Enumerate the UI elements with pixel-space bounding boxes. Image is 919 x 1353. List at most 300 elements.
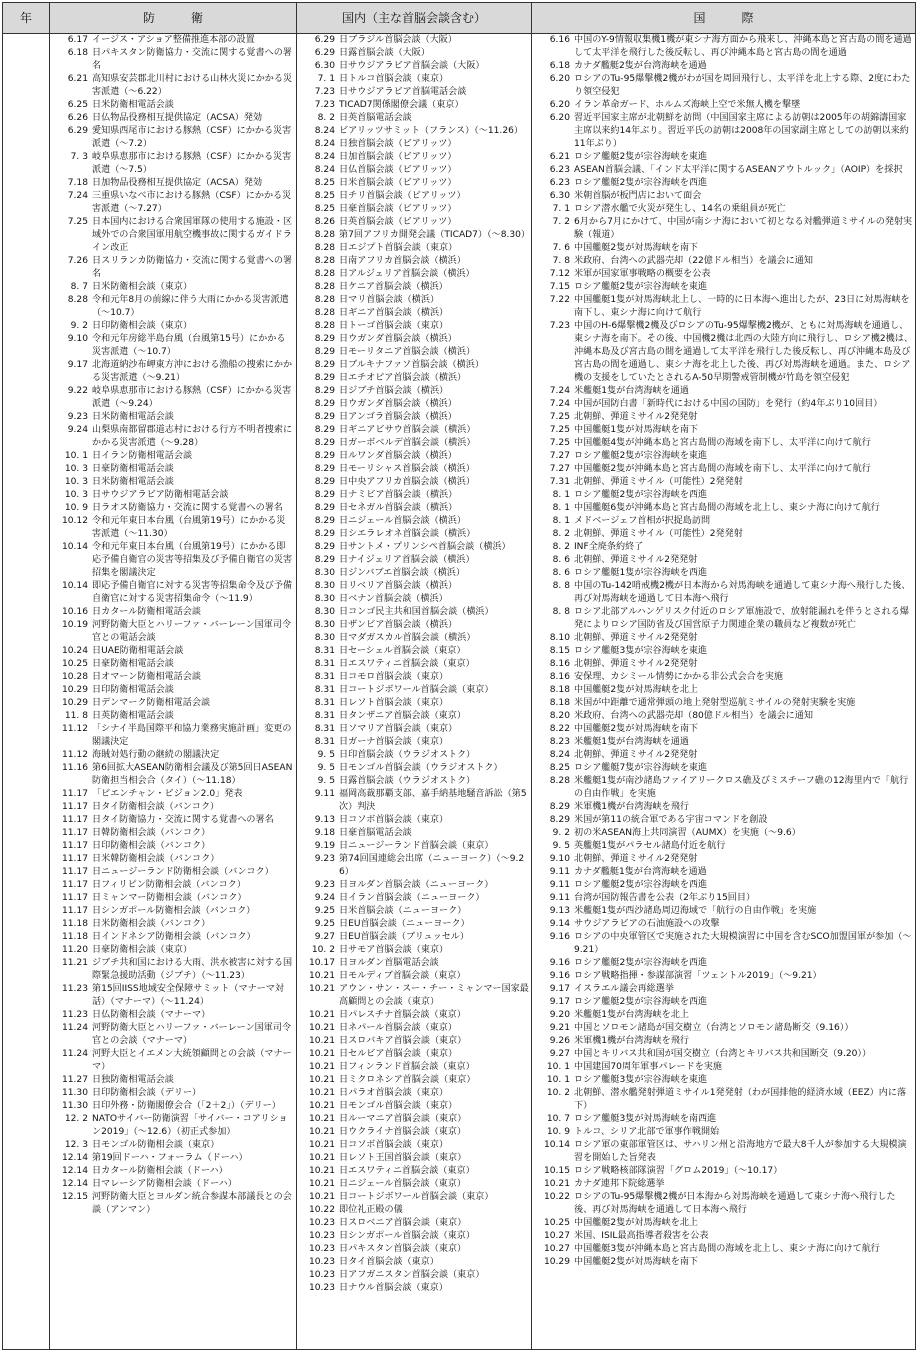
entry-date: 9.18 <box>314 828 335 838</box>
entry-text: 米朝首脳が板門店において面会 <box>574 191 702 201</box>
entry-text: 日タイ防衛協力・交流に関する覚書への署名 <box>92 815 274 825</box>
domestic-entry <box>297 47 531 60</box>
entry-date: 11.17 <box>61 880 88 890</box>
entry-date: 10.21 <box>308 1010 335 1020</box>
entry-text: 北朝鮮、弾道ミサイル2発発射 <box>574 750 698 760</box>
entry-date: 9.27 <box>314 932 335 942</box>
entry-date: 10.23 <box>308 1283 335 1293</box>
entry-text: カナダ連邦下院総選挙 <box>574 1179 665 1189</box>
entry-date: 7.27 <box>549 451 570 461</box>
international-entry <box>532 398 915 411</box>
entry-text: ロシア艦艇2隻が宗谷海峡を東進 <box>574 451 708 461</box>
domestic-entry <box>297 463 531 476</box>
entry-text: ロシア艦艇3隻が宗谷海峡を東進 <box>574 1075 708 1085</box>
domestic-entry <box>297 1178 531 1191</box>
entry-text: 日ナウル首脳会談（東京） <box>339 1283 448 1293</box>
entry-text: 米艦艇1隻が台湾海峡を北上 <box>574 1010 689 1020</box>
entry-date: 10.21 <box>308 971 335 981</box>
entry-text: 日ルワンダ首脳会談（横浜） <box>339 451 457 461</box>
entry-text: 日ウガンダ首脳会談（横浜） <box>339 399 457 409</box>
entry-text: 日エジプト首脳会談（東京） <box>339 243 458 253</box>
entry-date: 8.31 <box>314 672 335 682</box>
entry-date: 11.30 <box>61 1088 88 1098</box>
domestic-entry <box>297 1009 531 1022</box>
entry-date: 9.24 <box>67 425 88 435</box>
entry-text: 日米首脳会談（ビアリッツ） <box>339 178 457 188</box>
entry-text: 日タイ首脳会談（東京） <box>339 1257 439 1267</box>
table-header <box>3 3 915 34</box>
entry-text: 日コートジボワール首脳会談（東京） <box>339 1192 494 1202</box>
entry-date: 10.21 <box>308 1153 335 1163</box>
entry-date: 10.21 <box>308 1088 335 1098</box>
entry-date: 10.16 <box>61 607 88 617</box>
entry-text: ロシア艦艇1隻が宗谷海峡を西進 <box>574 568 708 578</box>
entry-date: 8.29 <box>549 815 570 825</box>
entry-date: 9.10 <box>67 334 88 344</box>
domestic-entry <box>297 86 531 99</box>
international-column <box>532 34 915 1349</box>
entry-date: 8.28 <box>314 243 335 253</box>
entry-text: 日モルディブ首脳会談（東京） <box>339 971 466 981</box>
international-entry <box>532 1191 915 1217</box>
domestic-entry <box>297 255 531 268</box>
entry-text: 中国艦艇2隻が沖縄本島と宮古島間の海域を南下し、太平洋に向けて航行 <box>574 464 871 474</box>
defense-entry <box>50 1022 296 1048</box>
domestic-entry <box>297 1087 531 1100</box>
entry-text: 米政府、台湾への武器売却（22億ドル相当）を議会に通知 <box>574 256 813 266</box>
entry-date: 7. 6 <box>552 243 570 253</box>
entry-date: 6.20 <box>549 100 570 110</box>
defense-entry <box>50 710 296 723</box>
entry-date: 8.29 <box>314 503 335 513</box>
entry-text: 中国とキリバス共和国が国交樹立（台湾とキリバス共和国断交（9.20）） <box>574 1049 872 1059</box>
entry-date: 6.29 <box>314 48 335 58</box>
international-entry <box>532 515 915 528</box>
entry-text: ロシア戦略指揮・参謀部演習「ツェントル2019」（～9.21） <box>574 971 822 981</box>
entry-date: 8.30 <box>314 607 335 617</box>
entry-date: 7.23 <box>314 87 335 97</box>
domestic-entry <box>297 1256 531 1269</box>
defense-entry <box>50 294 296 320</box>
entry-date: 9.20 <box>549 1010 570 1020</box>
defense-entry <box>50 944 296 957</box>
defense-entry <box>50 658 296 671</box>
defense-entry <box>50 1087 296 1100</box>
entry-text: 6月から7月にかけて、中国が南シナ海において初となる対艦弾道ミサイルの発射実験（報道） <box>574 217 913 240</box>
entry-date: 7.31 <box>549 477 570 487</box>
entry-date: 6.21 <box>549 152 570 162</box>
international-entry <box>532 866 915 879</box>
international-entry <box>532 164 915 177</box>
defense-entry <box>50 463 296 476</box>
international-entry <box>532 1230 915 1243</box>
entry-text: 日イラン首脳会談（ニューヨーク） <box>339 893 485 903</box>
domestic-entry <box>297 1061 531 1074</box>
domestic-entry <box>297 775 531 788</box>
entry-text: 令和元年房総半島台風（台風第15号）にかかる災害派遣（～10.7） <box>92 334 286 357</box>
entry-text: 日ヨルダン首脳電話会談 <box>339 958 439 968</box>
domestic-entry <box>297 151 531 164</box>
entry-date: 10. 2 <box>311 945 335 955</box>
entry-date: 11.18 <box>61 919 88 929</box>
entry-text: 日マリ首脳会談（横浜） <box>339 295 440 305</box>
defense-entry <box>50 190 296 216</box>
entry-text: 米国が中距離で通常弾頭の地上発射型巡航ミサイルの発射実験を実施 <box>574 698 856 708</box>
year-column <box>3 34 50 1349</box>
entry-text: 日トルコ首脳会談（東京） <box>339 74 449 84</box>
entry-date: 11.17 <box>61 815 88 825</box>
domestic-entry <box>297 710 531 723</box>
entry-text: 日印首脳会談（ウラジオストク） <box>339 750 476 760</box>
entry-date: 9.17 <box>549 984 570 994</box>
entry-date: 9.25 <box>314 906 335 916</box>
entry-date: 9.25 <box>314 919 335 929</box>
domestic-entry <box>297 840 531 853</box>
entry-text: 日韓防衛相会談（バンコク） <box>92 828 211 838</box>
entry-text: 山梨県南都留郡道志村における行方不明者捜索にかかる災害派遣（～9.28） <box>92 425 293 448</box>
entry-text: 日ギニア首脳会談（横浜） <box>339 308 449 318</box>
entry-date: 8.30 <box>314 594 335 604</box>
entry-text: 令和元年東日本台風（台風第19号）にかかる災害派遣（～11.30） <box>92 516 286 539</box>
defense-entry <box>50 333 296 359</box>
entry-date: 8.28 <box>314 282 335 292</box>
entry-text: 日タイ防衛相会談（バンコク） <box>92 802 220 812</box>
international-entry <box>532 1009 915 1022</box>
entry-text: 中国のTu-142哨戒機2機が日本海から対馬海峡を通過して東シナ海へ飛行した後、再び対馬海峡を通過して日本海へ飛行 <box>574 581 911 604</box>
international-entry <box>532 1048 915 1061</box>
domestic-entry <box>297 697 531 710</box>
international-entry <box>532 99 915 112</box>
entry-date: 8.31 <box>314 698 335 708</box>
defense-entry <box>50 112 296 125</box>
entry-date: 8.28 <box>314 269 335 279</box>
entry-text: 日中央アフリカ首脳会談（横浜） <box>339 477 475 487</box>
domestic-entry <box>297 541 531 554</box>
domestic-entry <box>297 1126 531 1139</box>
entry-text: カナダ艦艇2隻が台湾海峡を通過 <box>574 61 707 71</box>
entry-text: 日ヨルダン首脳会談（ニューヨーク） <box>339 880 494 890</box>
defense-entry <box>50 385 296 411</box>
domestic-entry <box>297 125 531 138</box>
entry-date: 7.25 <box>549 412 570 422</box>
defense-entry <box>50 216 296 255</box>
entry-date: 8.31 <box>314 711 335 721</box>
entry-date: 9.23 <box>314 880 335 890</box>
entry-text: 日ブルキナファソ首脳会談（横浜） <box>339 360 484 370</box>
international-entry <box>532 424 915 437</box>
entry-text: 習近平国家主席が北朝鮮を訪問（中国国家主席による訪朝は2005年の胡錦濤国家主席以来約14年ぶり。習近平氏の訪朝は2008年の国家副主席としての訪朝以来約11年ぶり） <box>574 113 909 149</box>
entry-text: イスラエル議会再総選挙 <box>574 984 674 994</box>
entry-date: 7.24 <box>67 191 88 201</box>
entry-date: 12.14 <box>61 1179 88 1189</box>
entry-text: 日米首脳会談（ニューヨーク） <box>339 906 467 916</box>
entry-text: 第7回アフリカ開発会議（TICAD7）（～8.30） <box>339 230 531 240</box>
domestic-entry <box>297 320 531 333</box>
international-entry <box>532 580 915 606</box>
entry-text: 北朝鮮、弾道ミサイル2発発射 <box>574 659 698 669</box>
defense-entry <box>50 840 296 853</box>
domestic-entry <box>297 203 531 216</box>
defense-entry <box>50 489 296 502</box>
entry-text: 日独首脳会談（ビアリッツ） <box>339 139 457 149</box>
domestic-entry <box>297 398 531 411</box>
international-entry <box>532 268 915 281</box>
entry-date: 11.17 <box>61 841 88 851</box>
entry-date: 7.15 <box>549 282 570 292</box>
entry-date: 9. 5 <box>317 750 335 760</box>
entry-text: 日ジブチ首脳会談（横浜） <box>339 386 449 396</box>
domestic-entry <box>297 1191 531 1204</box>
entry-date: 12.14 <box>61 1153 88 1163</box>
entry-text: TICAD7関係閣僚会議（東京） <box>339 100 464 110</box>
entry-date: 11.20 <box>61 945 88 955</box>
international-entry <box>532 1256 915 1269</box>
entry-date: 10. 7 <box>546 1114 570 1124</box>
entry-date: 6.29 <box>67 126 88 136</box>
defense-entry <box>50 762 296 788</box>
entry-text: 日サモア首脳会談（東京） <box>339 945 449 955</box>
international-entry <box>532 710 915 723</box>
entry-date: 8. 1 <box>552 503 570 513</box>
domestic-entry <box>297 593 531 606</box>
defense-entry <box>50 684 296 697</box>
entry-date: 7.22 <box>549 295 570 305</box>
defense-entry <box>50 918 296 931</box>
entry-text: 北朝鮮、弾道ミサイル（可能性）2発発射 <box>574 477 743 487</box>
international-entry <box>532 242 915 255</box>
entry-text: 日パキスタン防衛協力・交流に関する覚書への署名 <box>92 48 292 71</box>
entry-date: 9. 5 <box>317 776 335 786</box>
defense-entry <box>50 411 296 424</box>
entry-date: 8.30 <box>314 568 335 578</box>
international-entry <box>532 1022 915 1035</box>
entry-date: 11.17 <box>61 867 88 877</box>
domestic-entry <box>297 164 531 177</box>
entry-text: 英艦艇1隻がパラセル諸島付近を航行 <box>574 841 726 851</box>
defense-entry <box>50 1139 296 1152</box>
entry-text: 米艦艇1隻が西沙諸島周辺海域で「航行の自由作戦」を実施 <box>574 906 817 916</box>
entry-date: 8. 8 <box>552 581 570 591</box>
entry-date: 9. 2 <box>552 828 570 838</box>
entry-text: 日コートジボワール首脳会談（東京） <box>339 685 494 695</box>
international-entry <box>532 255 915 268</box>
entry-text: 日トーゴ首脳会談（東京） <box>339 321 449 331</box>
entry-date: 9.27 <box>549 1049 570 1059</box>
domestic-entry <box>297 333 531 346</box>
entry-text: 米国、ISIL最高指導者殺害を公表 <box>574 1231 709 1241</box>
entry-date: 8.28 <box>314 230 335 240</box>
entry-text: 日加物品役務相互提供協定（ACSA）発効 <box>92 178 263 188</box>
defense-entry <box>50 502 296 515</box>
entry-text: 日スロバキア首脳会談（東京） <box>339 1036 467 1046</box>
domestic-entry <box>297 684 531 697</box>
entry-text: 台湾が国防報告書を公表（2年ぶり15回目） <box>574 893 756 903</box>
domestic-entry <box>297 1243 531 1256</box>
defense-entry <box>50 151 296 177</box>
domestic-entry <box>297 749 531 762</box>
entry-date: 11.12 <box>61 724 88 734</box>
entry-text: 中国艦艇2隻が対馬海峡を南下 <box>574 243 699 253</box>
domestic-entry <box>297 502 531 515</box>
entry-date: 8.29 <box>314 347 335 357</box>
entry-date: 8.24 <box>314 139 335 149</box>
international-entry <box>532 1087 915 1113</box>
international-entry <box>532 723 915 736</box>
entry-text: 日ニジェール首脳会談（横浜） <box>339 516 466 526</box>
entry-text: 三重県いなべ市における豚熱（CSF）にかかる災害派遣（～7.27） <box>92 191 292 214</box>
header-year: 年 <box>3 3 50 33</box>
entry-date: 8.25 <box>314 191 335 201</box>
entry-date: 11.18 <box>61 932 88 942</box>
defense-entry <box>50 1152 296 1165</box>
entry-date: 8.28 <box>314 295 335 305</box>
entry-text: 日南アフリカ首脳会談（横浜） <box>339 256 466 266</box>
entry-text: 日米防衛相会談（東京） <box>92 282 193 292</box>
entry-text: 日アンゴラ首脳会談（横浜） <box>339 412 457 422</box>
entry-text: ASEAN首脳会議、「インド太平洋に関するASEANアウトルック」（AOIP）を採択 <box>574 165 903 175</box>
domestic-entry <box>297 1282 531 1295</box>
entry-date: 8.29 <box>314 529 335 539</box>
entry-text: 日スロベニア首脳会談（東京） <box>339 1218 467 1228</box>
international-entry <box>532 892 915 905</box>
entry-date: 11.30 <box>61 1101 88 1111</box>
entry-text: 日スリランカ防衛協力・交流に関する覚書への署名 <box>92 256 293 279</box>
entry-date: 7. 3 <box>70 152 88 162</box>
entry-text: 米軍機1機が台湾海峡を飛行 <box>574 1036 689 1046</box>
entry-date: 8.31 <box>314 659 335 669</box>
international-entry <box>532 658 915 671</box>
entry-text: 日ウガンダ首脳会談（横浜） <box>339 334 457 344</box>
domestic-entry <box>297 73 531 86</box>
domestic-entry <box>297 112 531 125</box>
entry-date: 12.14 <box>61 1166 88 1176</box>
entry-date: 10. 3 <box>64 490 88 500</box>
entry-date: 11.17 <box>61 893 88 903</box>
entry-date: 9.24 <box>314 893 335 903</box>
entry-date: 11.23 <box>61 984 88 994</box>
defense-entry <box>50 866 296 879</box>
entry-date: 6.25 <box>67 100 88 110</box>
international-entry <box>532 736 915 749</box>
defense-entry <box>50 801 296 814</box>
entry-text: ロシアのTu-95爆撃機2機が日本海から対馬海峡を通過して東シナ海へ飛行した後、再び対馬海峡を通過して日本海へ飛行 <box>574 1192 896 1215</box>
entry-date: 6.23 <box>549 165 570 175</box>
defense-entry <box>50 749 296 762</box>
entry-date: 10.21 <box>308 1140 335 1150</box>
international-entry <box>532 489 915 502</box>
entry-date: 10.22 <box>543 1192 570 1202</box>
entry-date: 10.27 <box>543 1231 570 1241</box>
entry-text: ロシア軍の東部軍管区は、サハリン州と沿海地方で最大8千人が参加する大規模演習を開始した旨発表 <box>574 1140 907 1163</box>
international-entry <box>532 1035 915 1048</box>
domestic-entry <box>297 411 531 424</box>
entry-text: 日サウジアラビア首脳会談（大阪） <box>339 61 485 71</box>
entry-date: 10.27 <box>543 1244 570 1254</box>
entry-text: 日豪首脳会談（ビアリッツ） <box>339 204 457 214</box>
entry-date: 10.21 <box>308 1127 335 1137</box>
entry-date: 10.21 <box>308 984 335 994</box>
defense-entry <box>50 645 296 658</box>
defense-entry <box>50 580 296 606</box>
entry-text: 米国が第11の統合軍である宇宙コマンドを創設 <box>574 815 768 825</box>
defense-entry <box>50 99 296 112</box>
entry-date: 8. 2 <box>552 542 570 552</box>
international-entry <box>532 814 915 827</box>
entry-text: 令和元年東日本台風（台風第19号）にかかる即応予備自衛官の災害等招集及び予備自衛官の災害招集を閣議決定 <box>92 542 293 578</box>
entry-date: 9.23 <box>67 412 88 422</box>
domestic-entry <box>297 918 531 931</box>
entry-text: 中国艦艇6隻が沖縄本島と宮古島間の海域を北上し、東シナ海に向けて航行 <box>574 503 880 513</box>
defense-entry <box>50 281 296 294</box>
entry-date: 10.21 <box>308 1062 335 1072</box>
entry-date: 7. 1 <box>317 74 335 84</box>
entry-text: 日仏物品役務相互提供協定（ACSA）発効 <box>92 113 263 123</box>
entry-date: 8.31 <box>314 737 335 747</box>
defense-entry <box>50 515 296 541</box>
entry-text: 日加首脳会談（ビアリッツ） <box>339 152 457 162</box>
entry-text: 日豪防衛相会談（東京） <box>92 945 193 955</box>
domestic-entry <box>297 1269 531 1282</box>
domestic-entry <box>297 138 531 151</box>
entry-text: 日ブラジル首脳会談（大阪） <box>339 35 457 45</box>
entry-date: 7.26 <box>67 256 88 266</box>
entry-date: 8.29 <box>314 451 335 461</box>
international-entry <box>532 203 915 216</box>
international-entry <box>532 1126 915 1139</box>
entry-text: 米軍機1機が台湾海峡を飛行 <box>574 802 689 812</box>
entry-text: 日セルビア首脳会談（東京） <box>339 1049 458 1059</box>
entry-date: 10.21 <box>308 1114 335 1124</box>
entry-date: 11.17 <box>61 802 88 812</box>
domestic-entry <box>297 268 531 281</box>
entry-text: ロシア艦艇3隻が宗谷海峡を東進 <box>574 646 708 656</box>
entry-text: 河野防衛大臣とハリーファ・バーレーン国軍司令官との会談（マナーマ） <box>92 1023 292 1046</box>
entry-date: 8.23 <box>549 737 570 747</box>
entry-text: 北朝鮮、弾道ミサイル2発発射 <box>574 854 698 864</box>
entry-date: 8.28 <box>314 321 335 331</box>
international-entry <box>532 827 915 840</box>
international-entry <box>532 177 915 190</box>
entry-date: 8.29 <box>314 464 335 474</box>
defense-entry <box>50 788 296 801</box>
international-entry <box>532 1061 915 1074</box>
international-entry <box>532 840 915 853</box>
domestic-entry <box>297 983 531 1009</box>
entry-text: ロシア戦略核部隊演習「グロム2019」（～10.17） <box>574 1166 783 1176</box>
domestic-entry <box>297 619 531 632</box>
entry-text: 安保理、カシミール情勢にかかる非公式会合を実施 <box>574 672 783 682</box>
defense-entry <box>50 320 296 333</box>
defense-entry <box>50 931 296 944</box>
entry-date: 9. 2 <box>70 321 88 331</box>
entry-date: 8.29 <box>314 555 335 565</box>
domestic-entry <box>297 1217 531 1230</box>
entry-date: 8.24 <box>314 126 335 136</box>
entry-text: 日リベリア首脳会談（横浜） <box>339 581 458 591</box>
domestic-entry <box>297 892 531 905</box>
entry-text: 中国とソロモン諸島が国交樹立（台湾とソロモン諸島断交（9.16）） <box>574 1023 854 1033</box>
entry-date: 7.24 <box>549 399 570 409</box>
entry-text: ロシア艦艇7隻が宗谷海峡を東進 <box>574 763 708 773</box>
entry-text: 日本国内における合衆国軍隊の使用する施設・区域外での合衆国軍用航空機事故に関するガイドライン改正 <box>92 217 293 253</box>
entry-text: ロシア艦艇3隻が対馬海峡を南西進 <box>574 1114 717 1124</box>
international-entry <box>532 554 915 567</box>
entry-text: ロシア艦艇2隻が宗谷海峡を西進 <box>574 178 708 188</box>
entry-date: 10. 1 <box>64 451 88 461</box>
entry-date: 10. 9 <box>546 1127 570 1137</box>
defense-entry <box>50 619 296 645</box>
entry-date: 7.23 <box>549 321 570 331</box>
